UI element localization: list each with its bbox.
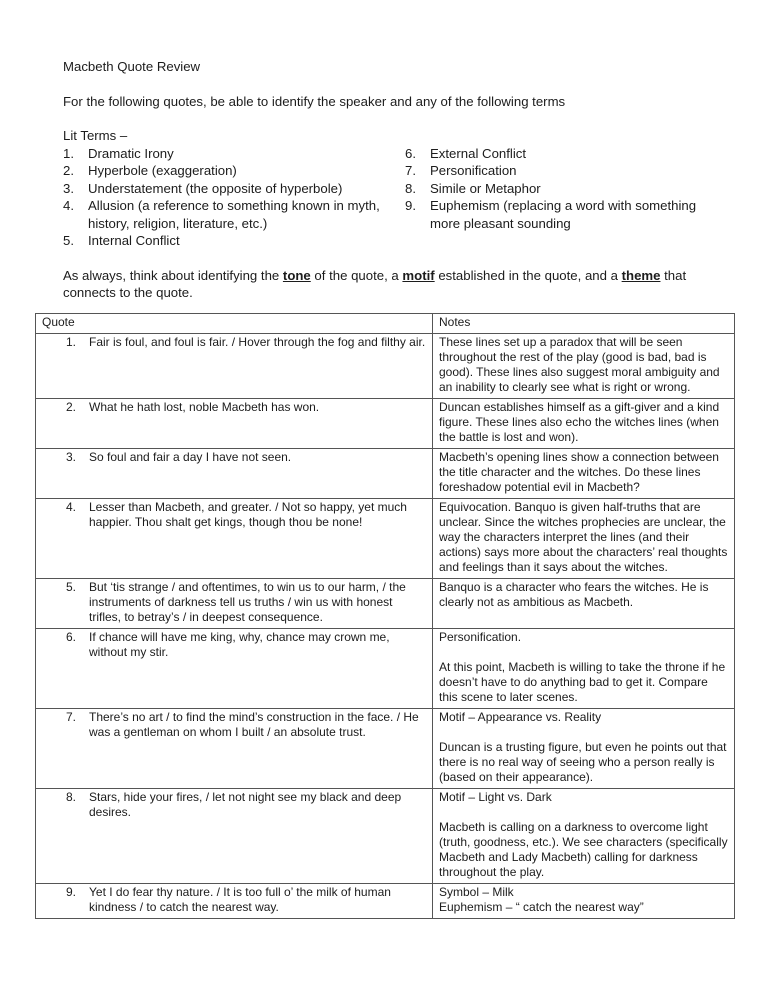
quote-number: 7.	[66, 709, 77, 724]
quote-table	[35, 313, 735, 919]
notes-paragraph: Banquo is a character who fears the witches. He is clearly not as ambitious as Macbeth.	[439, 579, 709, 609]
notes-paragraph	[439, 725, 728, 740]
quote-cell	[36, 448, 433, 498]
quote-text: If chance will have me king, why, chance may crown me, without my stir.	[89, 629, 390, 659]
notes-paragraph: Macbeth is calling on a darkness to overcome light (truth, goodness, etc.). We see characters (specifically Macbeth and Lady Macbeth) calling for darkness throughout the play.	[439, 819, 728, 879]
quote-number: 4.	[66, 499, 77, 514]
quote-item	[42, 400, 426, 415]
notes-cell	[433, 333, 735, 398]
quote-number: 3.	[66, 449, 77, 464]
quote-text: But ‘tis strange / and oftentimes, to win us to our harm, / the instruments of darkness tell us truths / win us with honest trifles, to betray’s / in deepest consequence.	[89, 579, 406, 624]
notes-cell	[433, 788, 735, 883]
quote-text: What he hath lost, noble Macbeth has won.	[89, 399, 320, 414]
lit-term-item	[63, 232, 405, 250]
quote-item	[42, 885, 426, 915]
lit-term-number: 5.	[63, 233, 74, 248]
quote-table-row	[36, 448, 735, 498]
quote-item	[42, 335, 426, 350]
quote-text: Lesser than Macbeth, and greater. / Not so happy, yet much happier. Thou shalt get kings, though thou be none!	[89, 499, 407, 529]
lit-term-number: 2.	[63, 163, 74, 178]
notes-cell	[433, 498, 735, 578]
lit-term-number: 4.	[63, 198, 74, 213]
notes-cell	[433, 448, 735, 498]
reminder-paragraph	[63, 267, 739, 302]
lit-term-label: Hyperbole (exaggeration)	[88, 163, 237, 178]
quote-cell	[36, 628, 433, 708]
intro-paragraph: For the following quotes, be able to identify the speaker and any of the following terms	[63, 93, 566, 109]
quote-cell	[36, 398, 433, 448]
quote-cell	[36, 788, 433, 883]
lit-term-label: External Conflict	[430, 145, 527, 161]
quote-cell	[36, 708, 433, 788]
notes-paragraph	[439, 645, 728, 660]
quote-column-header: Quote	[36, 313, 433, 333]
quote-table-row	[36, 788, 735, 883]
notes-cell	[433, 398, 735, 448]
lit-term-label: Euphemism (replacing a word with something more pleasant sounding	[430, 198, 697, 231]
quote-table-row	[36, 498, 735, 578]
lit-term-item	[405, 180, 735, 198]
lit-term-number: 7.	[405, 163, 416, 178]
quote-cell	[36, 883, 433, 918]
quote-number: 9.	[66, 884, 77, 899]
quote-item	[42, 790, 426, 820]
lit-term-item	[63, 197, 405, 232]
quote-number: 6.	[66, 629, 77, 644]
reminder-text: of the quote, a	[310, 267, 403, 283]
lit-term-label: Personification	[430, 163, 517, 178]
quote-number: 1.	[66, 334, 77, 349]
notes-paragraph: These lines set up a paradox that will be seen throughout the rest of the play (good is bad, bad is good). These lines also suggest moral ambiguity and an inability to clearly see what is right or wrong.	[439, 334, 720, 394]
quote-table-row	[36, 398, 735, 448]
notes-paragraph: Duncan is a trusting figure, but even he points out that there is no real way of seeing who a person really is (based on their appearance).	[439, 739, 727, 784]
reminder-text: that connects to the quote.	[63, 267, 687, 300]
lit-term-item	[63, 180, 405, 198]
quote-item	[42, 450, 426, 465]
notes-paragraph: Euphemism – “ catch the nearest way”	[439, 899, 644, 914]
table-header-row	[36, 313, 735, 333]
lit-terms-list	[63, 145, 735, 250]
quote-cell	[36, 333, 433, 398]
quote-item	[42, 710, 426, 740]
notes-paragraph: Equivocation. Banquo is given half-truths that are unclear. Since the witches prophecies are unclear, the way the characters interpret the lines (and their actions) says more about the characters’ real thoughts and feelings than it says about the witches.	[439, 499, 728, 574]
notes-paragraph: Duncan establishes himself as a gift-giver and a kind figure. These lines also echo the witches lines (when the battle is lost and won).	[439, 399, 720, 444]
lit-term-number: 6.	[405, 145, 416, 161]
lit-term-item	[405, 145, 735, 163]
lit-term-item	[405, 162, 735, 180]
reminder-text: established in the quote, and a	[434, 267, 622, 283]
lit-terms-right-column	[405, 145, 735, 250]
document-title: Macbeth Quote Review	[63, 59, 201, 74]
quote-table-row	[36, 708, 735, 788]
lit-term-item	[63, 145, 405, 163]
notes-column-header: Notes	[433, 313, 735, 333]
lit-term-label: Simile or Metaphor	[430, 180, 541, 196]
quote-text: Fair is foul, and foul is fair. / Hover through the fog and filthy air.	[89, 334, 426, 349]
lit-terms-heading: Lit Terms –	[63, 128, 128, 143]
quote-number: 5.	[66, 579, 77, 594]
quote-item	[42, 630, 426, 660]
quote-table-row	[36, 628, 735, 708]
reminder-emphasized-term: theme	[621, 267, 661, 283]
quote-table-row	[36, 883, 735, 918]
lit-term-item	[63, 162, 405, 180]
lit-term-number: 9.	[405, 198, 416, 213]
quote-table-row	[36, 333, 735, 398]
quote-text: So foul and fair a day I have not seen.	[89, 449, 292, 464]
lit-term-item	[405, 197, 735, 232]
notes-paragraph: Symbol – Milk	[439, 884, 514, 899]
lit-term-label: Dramatic Irony	[88, 145, 174, 161]
lit-term-label: Allusion (a reference to something known in myth, history, religion, literature, etc.)	[88, 198, 380, 231]
notes-cell	[433, 628, 735, 708]
reminder-text: As always, think about identifying the	[63, 267, 283, 283]
quote-number: 2.	[66, 399, 77, 414]
notes-paragraph: Motif – Appearance vs. Reality	[439, 709, 602, 724]
lit-term-number: 3.	[63, 180, 74, 196]
reminder-emphasized-term: motif	[402, 267, 435, 283]
notes-paragraph	[439, 805, 728, 820]
notes-paragraph: At this point, Macbeth is willing to take the throne if he doesn’t have to do anything bad to get it. Compare this scene to later scenes.	[439, 659, 726, 704]
lit-term-number: 8.	[405, 180, 416, 196]
lit-term-number: 1.	[63, 145, 74, 161]
quote-number: 8.	[66, 789, 77, 804]
notes-cell	[433, 883, 735, 918]
reminder-emphasized-term: tone	[282, 267, 311, 283]
notes-cell	[433, 578, 735, 628]
quote-table-body	[36, 333, 735, 918]
notes-paragraph: Motif – Light vs. Dark	[439, 789, 552, 804]
quote-table-row	[36, 578, 735, 628]
quote-cell	[36, 498, 433, 578]
quote-item	[42, 580, 426, 625]
quote-text: Stars, hide your fires, / let not night see my black and deep desires.	[89, 789, 402, 819]
notes-paragraph: Macbeth’s opening lines show a connection between the title character and the witches. Do these lines foreshadow potential evil in Macbeth?	[439, 449, 719, 494]
notes-cell	[433, 708, 735, 788]
notes-paragraph: Personification.	[439, 629, 522, 644]
quote-text: Yet I do fear thy nature. / It is too full o’ the milk of human kindness / to catch the nearest way.	[89, 884, 391, 914]
quote-text: There’s no art / to find the mind’s construction in the face. / He was a gentleman on whom I built / an absolute trust.	[89, 709, 419, 739]
lit-terms-left-column	[63, 145, 405, 250]
quote-item	[42, 500, 426, 530]
quote-cell	[36, 578, 433, 628]
lit-term-label: Understatement (the opposite of hyperbole)	[88, 180, 343, 196]
lit-term-label: Internal Conflict	[88, 233, 180, 248]
